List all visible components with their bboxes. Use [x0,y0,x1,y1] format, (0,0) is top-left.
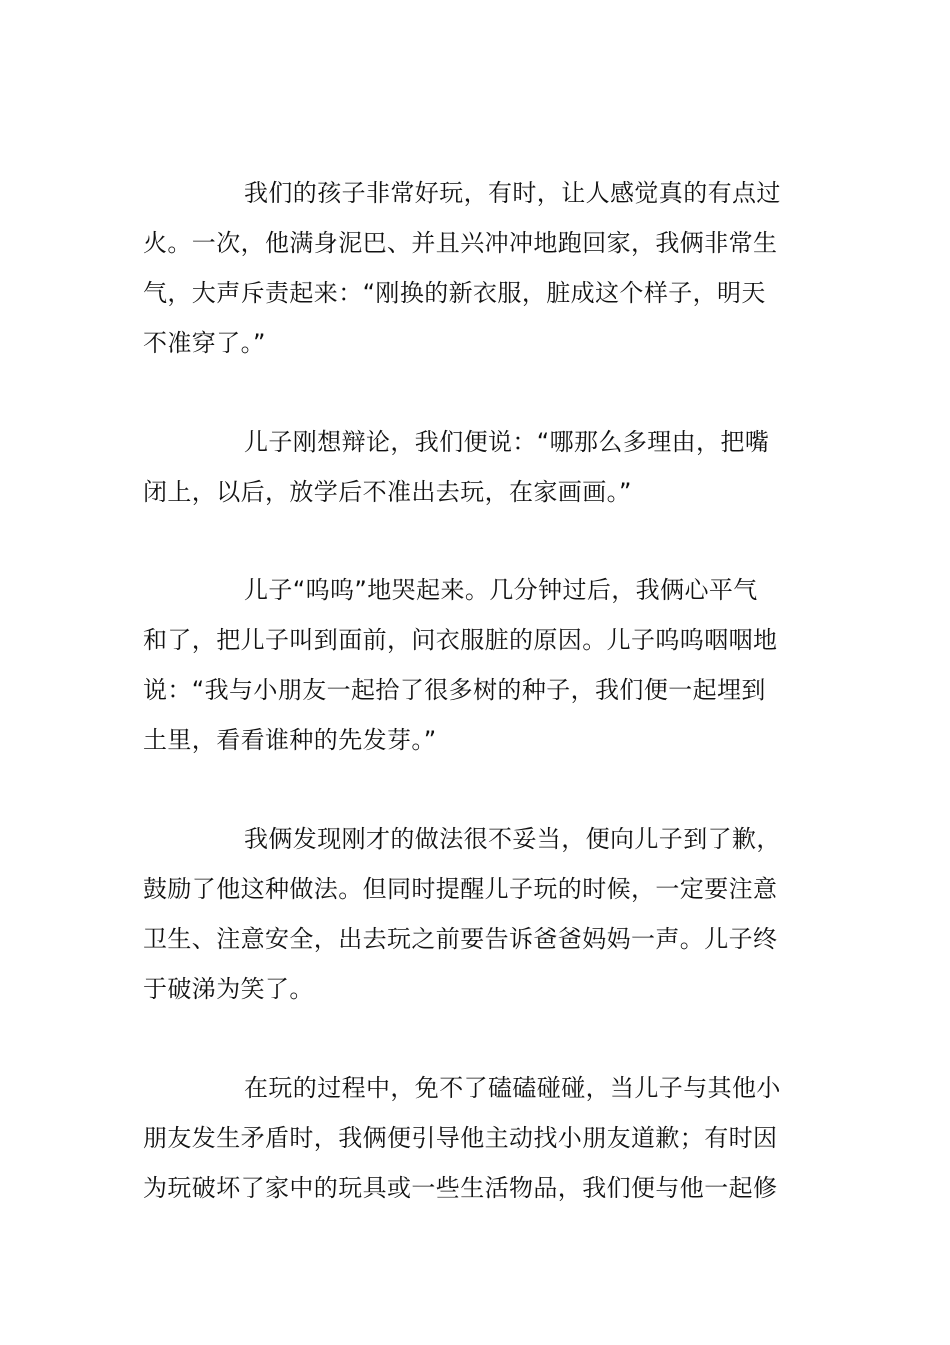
paragraph-line: 儿子刚想辩论，我们便说：“哪那么多理由，把嘴 [244,428,770,456]
paragraph-line: 说：“我与小朋友一起拾了很多树的种子，我们便一起埋到 [143,676,766,704]
paragraph-line: 和了，把儿子叫到面前，问衣服脏的原因。儿子呜呜咽咽地 [143,626,778,654]
paragraph-line: 我俩发现刚才的做法很不妥当，便向儿子到了歉， [244,825,781,853]
paragraph-line: 气，大声斥责起来：“刚换的新衣服，脏成这个样子，明天 [143,279,766,307]
paragraph-line: 朋友发生矛盾时，我俩便引导他主动找小朋友道歉；有时因 [143,1124,778,1152]
paragraph-line: 为玩破坏了家中的玩具或一些生活物品，我们便与他一起修 [143,1174,778,1202]
paragraph-line: 于破涕为笑了。 [143,975,314,1003]
paragraph-line: 火。一次，他满身泥巴、并且兴冲冲地跑回家，我俩非常生 [143,229,778,257]
paragraph-line: 儿子“呜呜”地哭起来。几分钟过后，我俩心平气 [244,576,758,604]
paragraph-line: 在玩的过程中，免不了磕磕碰碰，当儿子与其他小 [244,1074,781,1102]
paragraph-line: 土里，看看谁种的先发芽。” [143,726,437,754]
paragraph-line: 卫生、注意安全，出去玩之前要告诉爸爸妈妈一声。儿子终 [143,925,778,953]
paragraph-line: 鼓励了他这种做法。但同时提醒儿子玩的时候，一定要注意 [143,875,778,903]
paragraph-line: 我们的孩子非常好玩，有时，让人感觉真的有点过 [244,179,781,207]
paragraph-line: 不准穿了。” [143,329,266,357]
paragraph-line: 闭上，以后，放学后不准出去玩，在家画画。” [143,478,632,506]
